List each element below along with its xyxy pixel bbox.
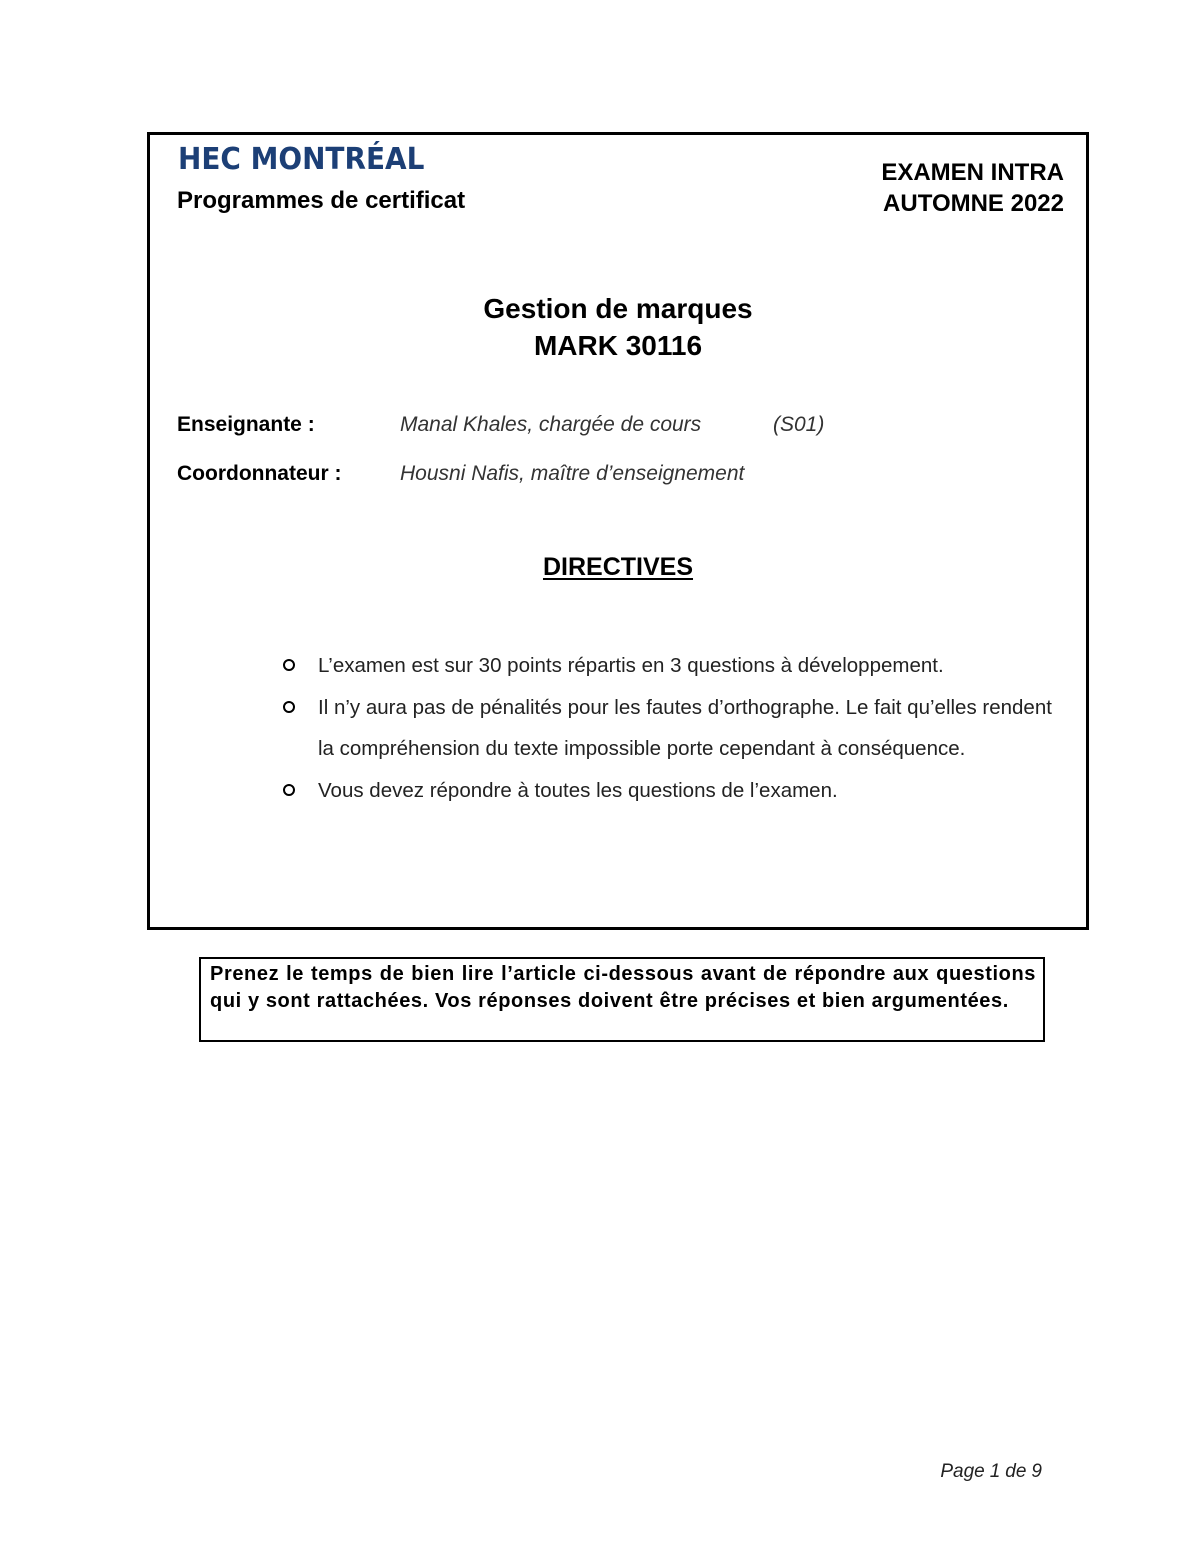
directive-item bbox=[283, 687, 1063, 770]
exam-type: EXAMEN INTRA bbox=[881, 159, 1064, 186]
directive-text: Il n’y aura pas de pénalités pour les fautes d’orthographe. Le fait qu’elles rendent la compréhension du texte impossible porte cependant à conséquence. bbox=[318, 695, 1052, 760]
directive-item bbox=[283, 645, 1063, 687]
directive-item bbox=[283, 770, 1063, 812]
teacher-section: (S01) bbox=[773, 413, 825, 436]
directive-text: L’examen est sur 30 points répartis en 3 questions à développement. bbox=[318, 654, 944, 677]
exam-info bbox=[881, 157, 1064, 219]
page-number: 1 bbox=[989, 1461, 1001, 1482]
hec-montreal-logo: HEC MONTRÉAL bbox=[178, 142, 425, 177]
circle-bullet-icon bbox=[283, 701, 295, 713]
program-name: Programmes de certificat bbox=[177, 187, 466, 214]
exam-session: AUTOMNE 2022 bbox=[883, 190, 1064, 217]
page-total: 9 bbox=[1031, 1461, 1042, 1482]
teacher-label: Enseignante : bbox=[177, 413, 315, 436]
course-title: Gestion de marques bbox=[483, 293, 753, 324]
course-heading bbox=[150, 290, 1086, 364]
teacher-name: Manal Khales, chargée de cours bbox=[400, 413, 702, 436]
coordinator-label: Coordonnateur : bbox=[177, 462, 342, 485]
page-label: Page bbox=[940, 1461, 985, 1482]
circle-bullet-icon bbox=[283, 784, 295, 796]
directives-list bbox=[283, 645, 1063, 811]
directives-title: DIRECTIVES bbox=[542, 553, 694, 581]
directive-text: Vous devez répondre à toutes les questions de l’examen. bbox=[318, 778, 838, 802]
circle-bullet-icon bbox=[283, 659, 295, 671]
of-label: de bbox=[1005, 1461, 1027, 1482]
course-code: MARK 30116 bbox=[533, 330, 703, 361]
page-indicator bbox=[940, 1461, 1042, 1483]
reading-instruction-note: Prenez le temps de bien lire l’article ci-dessous avant de répondre aux questions qui y sont rattachées. Vos réponses doivent être précises et bien argumentées. bbox=[199, 957, 1045, 1042]
coordinator-name: Housni Nafis, maître d’enseignement bbox=[400, 462, 745, 485]
